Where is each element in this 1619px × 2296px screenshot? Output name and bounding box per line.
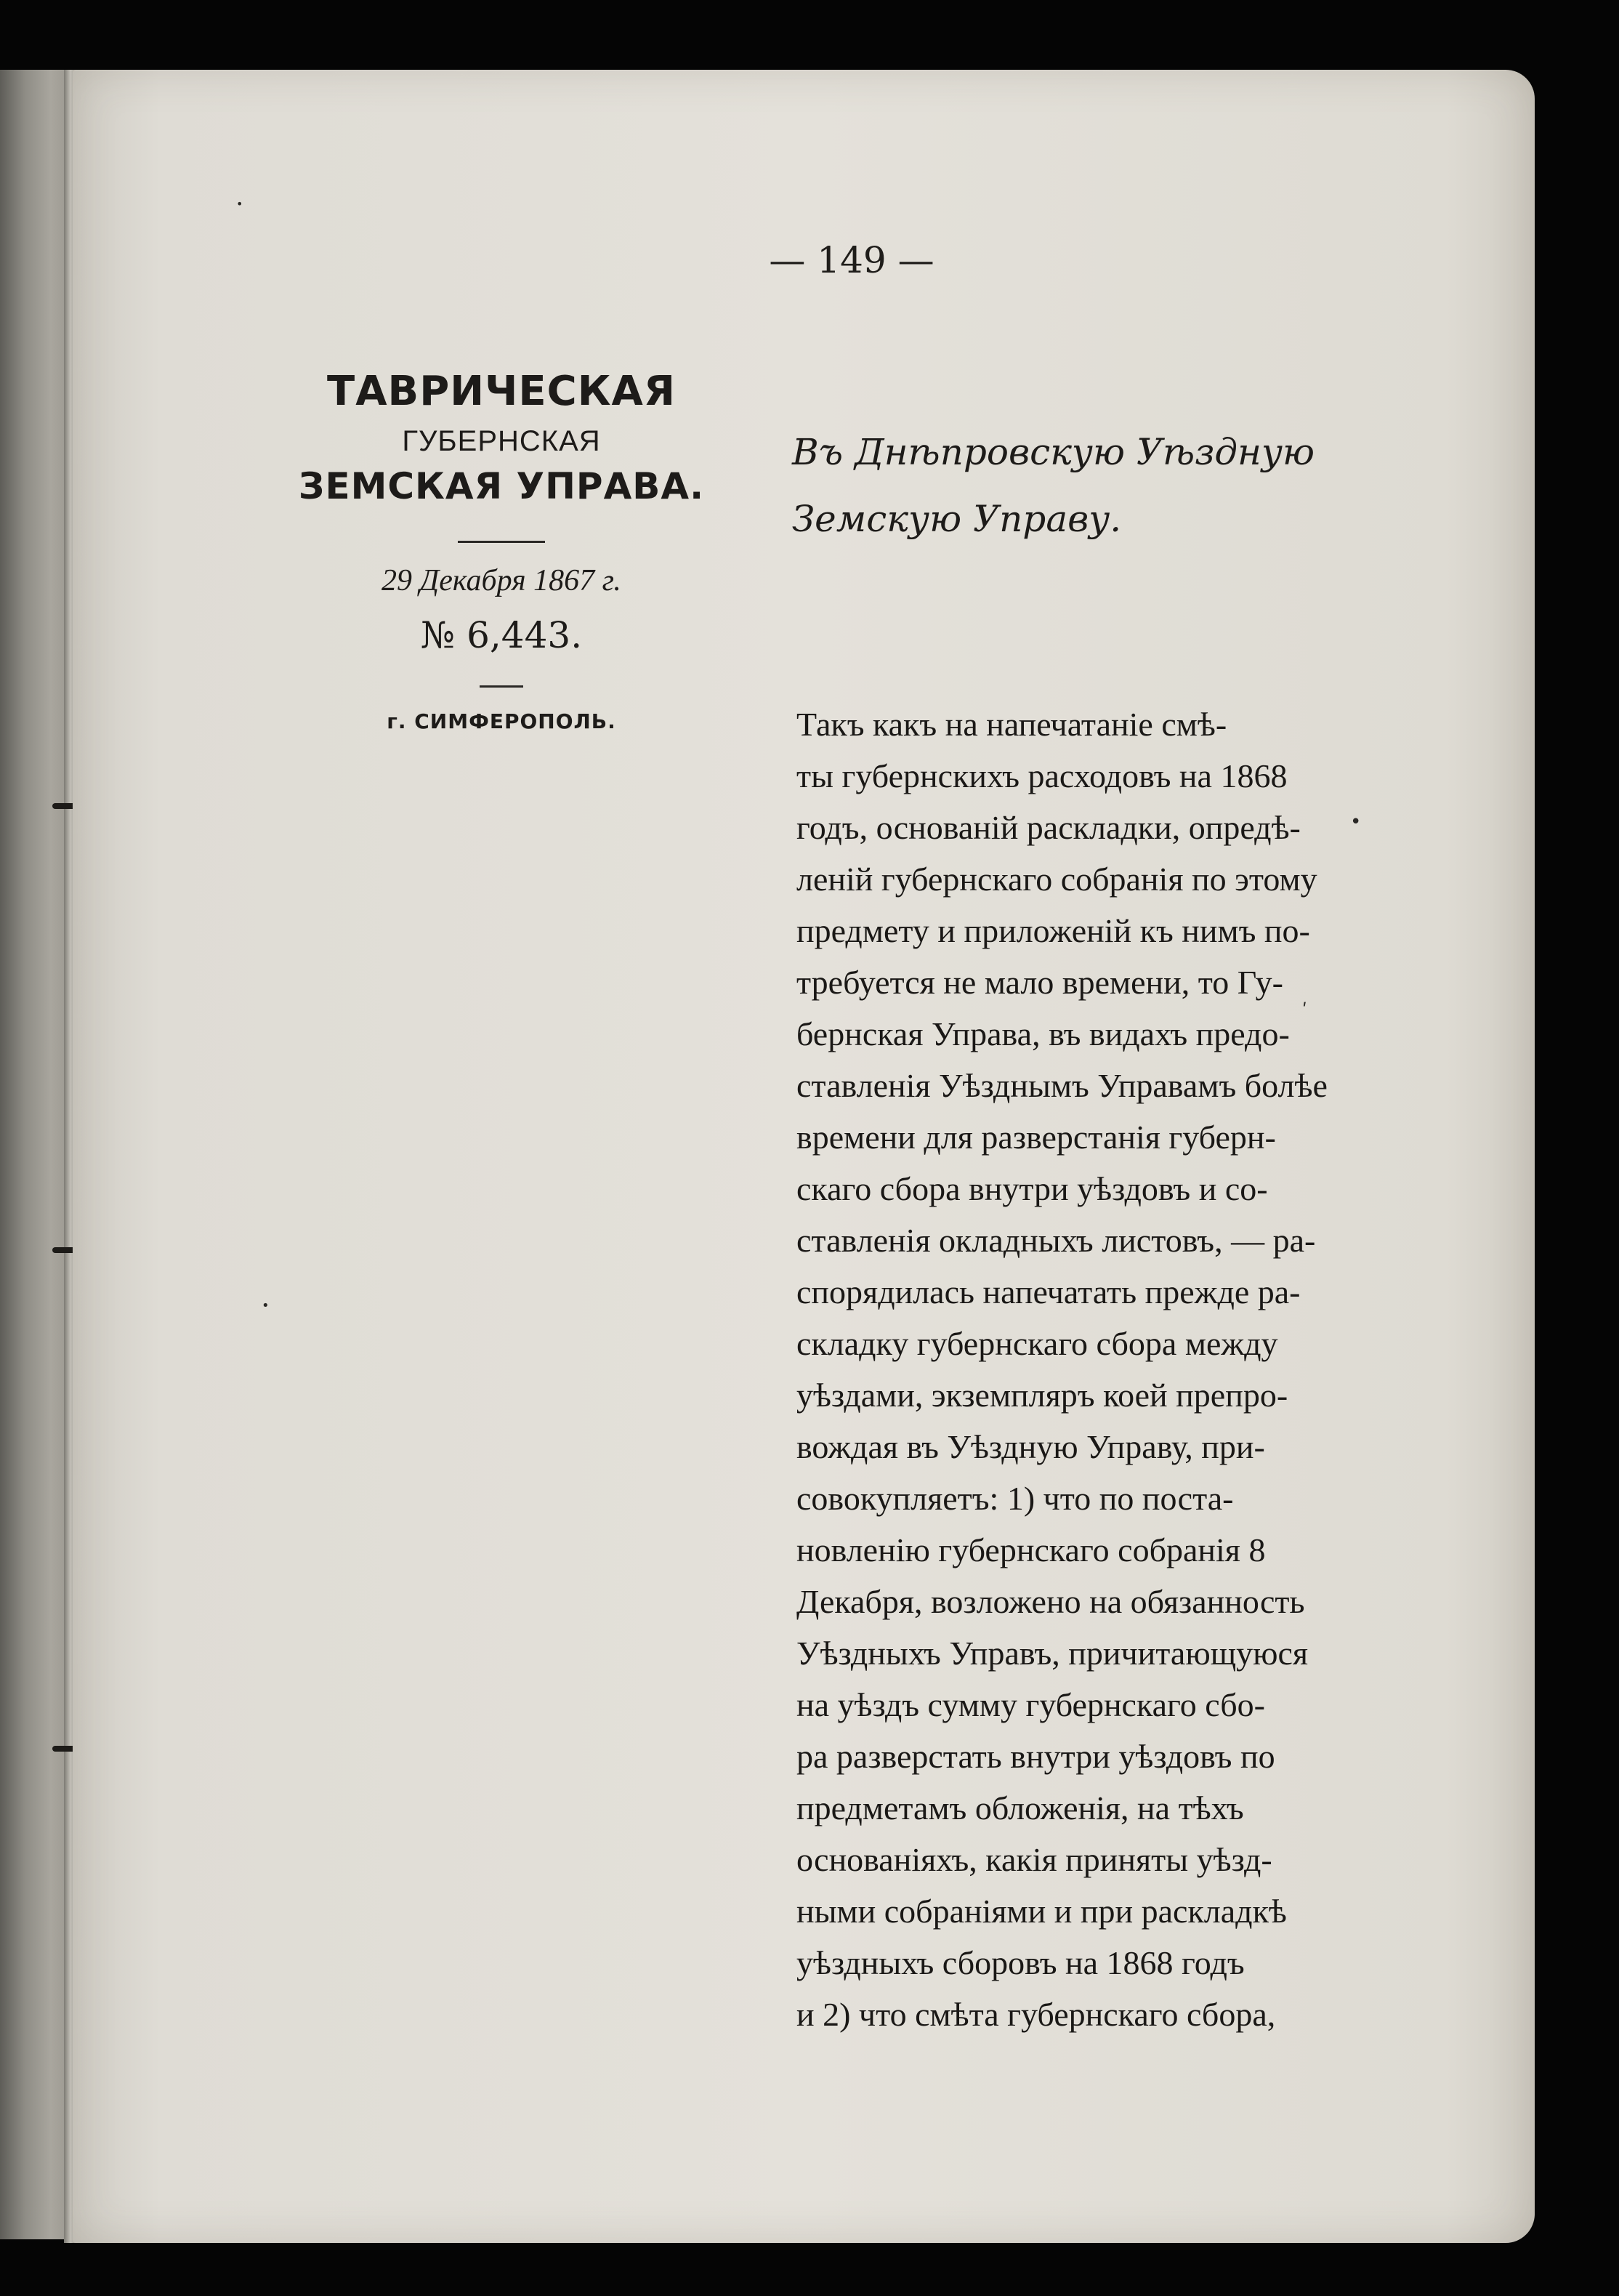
previous-page-edge [0,70,73,2239]
issuer-name-line1: ТАВРИЧЕСКАЯ [327,368,676,415]
body-line: вождая въ Уѣздную Управу, при- [796,1428,1265,1465]
page-number: — 149 — [769,239,934,281]
document-page [73,70,1535,2243]
ink-dot-mark: • [1350,811,1362,833]
body-line: уѣздныхъ сборовъ на 1868 годъ [796,1944,1245,1981]
body-line: ты губернскихъ расходовъ на 1868 [796,757,1288,794]
body-line: новленію губернскаго собранія 8 [796,1531,1266,1568]
issue-date: 29 Декабря 1867 г. [381,564,621,597]
body-line: предметамъ обложенія, на тѣхъ [796,1789,1244,1826]
body-line: совокупляетъ: 1) что по поста- [796,1480,1234,1517]
issuer-name-line2: ГУБЕРНСКАЯ [402,425,601,457]
body-line: Декабря, возложено на обязанность [796,1583,1305,1620]
issuer-name-line3: ЗЕМСКАЯ УПРАВА. [298,465,705,507]
issue-city: г. СИМФЕРОПОЛЬ. [387,709,616,733]
body-line: предмету и приложеній къ нимъ по- [796,912,1310,949]
pencil-tick-mark: ʹ [1302,1000,1307,1020]
body-line: бернская Управа, въ видахъ предо- [796,1015,1290,1052]
body-line: уѣздами, экземпляръ коей препро- [796,1377,1288,1414]
divider-rule [458,541,545,543]
divider-rule-small [480,685,523,688]
body-line: леній губернскаго собранія по этому [796,861,1317,898]
body-line: основаніяхъ, какія приняты уѣзд- [796,1841,1272,1878]
body-line: Уѣздныхъ Управъ, причитающуюся [796,1635,1309,1672]
body-line: скаго сбора внутри уѣздовъ и со- [796,1170,1268,1207]
document-number: № 6,443. [420,614,583,656]
addressee-line: Въ Днѣпровскую Уѣздную [792,431,1315,473]
ink-dot-mark: • [236,197,243,211]
issuer-block [262,368,741,733]
addressee-line: Земскую Управу. [792,498,1122,540]
body-line: Такъ какъ на напечатаніе смѣ- [796,706,1227,743]
body-line: на уѣздъ сумму губернскаго сбо- [796,1686,1265,1723]
body-line: ставленія Уѣзднымъ Управамъ болѣе [796,1067,1328,1104]
letter-body [796,698,1421,2040]
body-line: складку губернскаго сбора между [796,1325,1278,1362]
body-line: времени для разверстанія губерн- [796,1119,1276,1156]
body-line: годъ, основаній раскладки, опредѣ- [796,809,1301,846]
addressee-block [792,419,1432,552]
body-line: ставленія окладныхъ листовъ, — ра- [796,1222,1316,1259]
body-line: спорядилась напечатать прежде ра- [796,1273,1301,1310]
body-line: и 2) что смѣта губернскаго сбора, [796,1996,1276,2033]
body-line: требуется не мало времени, то Гу- [796,964,1283,1001]
ink-dot-mark: • [262,1298,270,1313]
body-line: ра разверстать внутри уѣздовъ по [796,1738,1275,1775]
body-line: ными собраніями и при раскладкѣ [796,1893,1287,1930]
